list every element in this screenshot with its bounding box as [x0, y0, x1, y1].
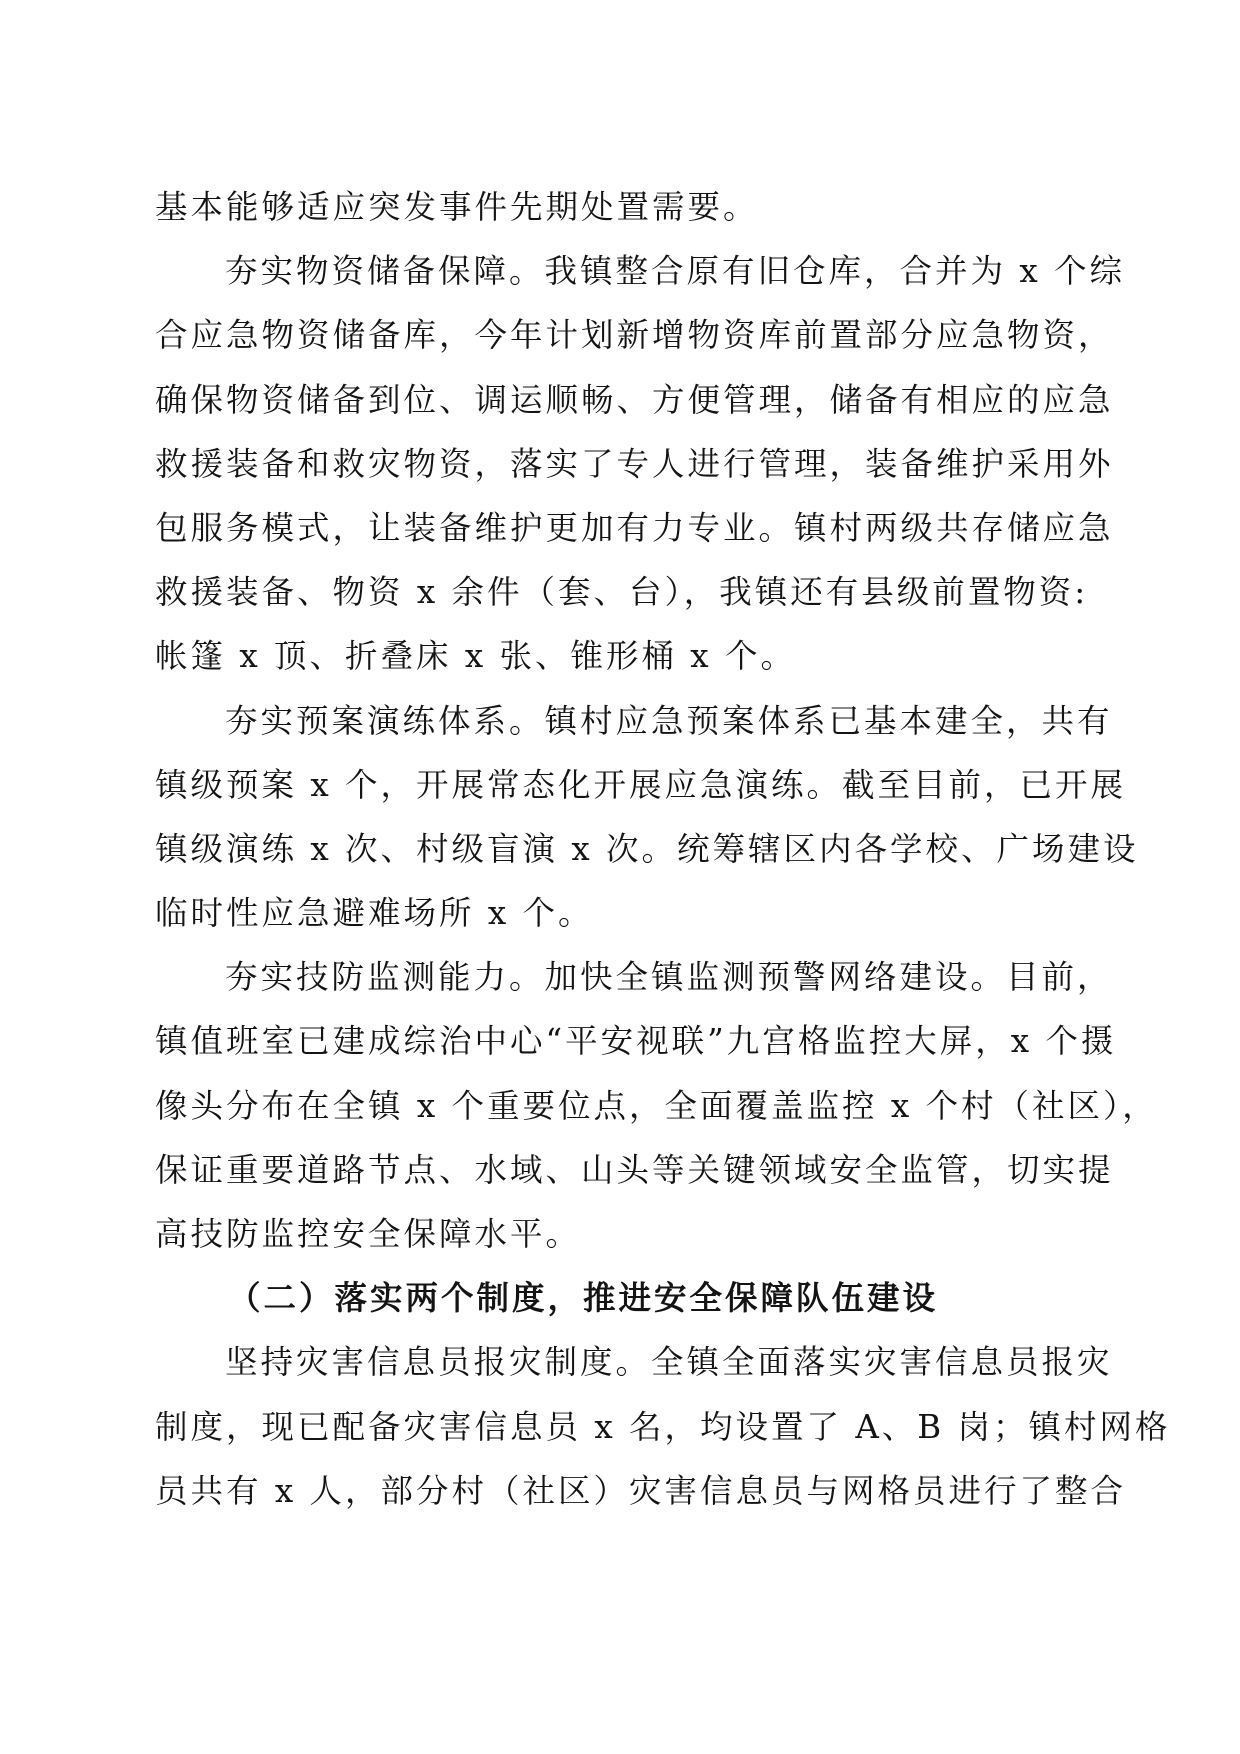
paragraph-start: 夯实预案演练体系。镇村应急预案体系已基本建全，共有 — [225, 701, 1113, 740]
text-line: 合应急物资储备库，今年计划新增物资库前置部分应急物资， — [155, 316, 1114, 355]
paragraph-start: 坚持灾害信息员报灾制度。全镇全面落实灾害信息员报灾 — [225, 1343, 1113, 1382]
text-line: 包服务模式，让装备维护更加有力专业。镇村两级共存储应急 — [155, 508, 1114, 547]
text-line: 镇级预案 x 个，开展常态化开展应急演练。截至目前，已开展 — [155, 765, 1126, 804]
paragraph-start: 夯实技防监测能力。加快全镇监测预警网络建设。目前， — [225, 958, 1113, 997]
text-line: 镇值班室已建成综治中心“平安视联”九宫格监控大屏，x 个摄 — [155, 1022, 1117, 1061]
text-line: 救援装备、物资 x 余件（套、台），我镇还有县级前置物资: — [155, 573, 1089, 612]
text-line: 救援装备和救灾物资，落实了专人进行管理，装备维护采用外 — [155, 444, 1114, 483]
text-line: 临时性应急避难场所 x 个。 — [155, 894, 594, 933]
document-body — [155, 175, 1171, 1523]
section-heading: （二）落实两个制度，推进安全保障队伍建设 — [228, 1278, 939, 1318]
text-line: 保证重要道路节点、水域、山头等关键领域安全监管，切实提 — [155, 1150, 1114, 1189]
text-line: 镇级演练 x 次、村级盲演 x 次。统筹辖区内各学校、广场建设 — [155, 829, 1139, 868]
text-line: 基本能够适应突发事件先期处置需要。 — [155, 188, 759, 226]
text-line: 确保物资储备到位、调运顺畅、方便管理，储备有相应的应急 — [155, 380, 1114, 419]
text-line: 制度，现已配备灾害信息员 x 名，均设置了 A、B 岗；镇村网格 — [155, 1407, 1171, 1446]
text-line: 员共有 x 人，部分村（社区）灾害信息员与网格员进行了整合 — [155, 1471, 1126, 1510]
paragraph-start: 夯实物资储备保障。我镇整合原有旧仓库，合并为 x 个综 — [225, 252, 1125, 291]
text-line: 帐篷 x 顶、折叠床 x 张、锥形桶 x 个。 — [155, 637, 796, 676]
text-line: 高技防监控安全保障水平。 — [155, 1215, 582, 1253]
text-line: 像头分布在全镇 x 个重要位点，全面覆盖监控 x 个村（社区）， — [155, 1086, 1158, 1125]
